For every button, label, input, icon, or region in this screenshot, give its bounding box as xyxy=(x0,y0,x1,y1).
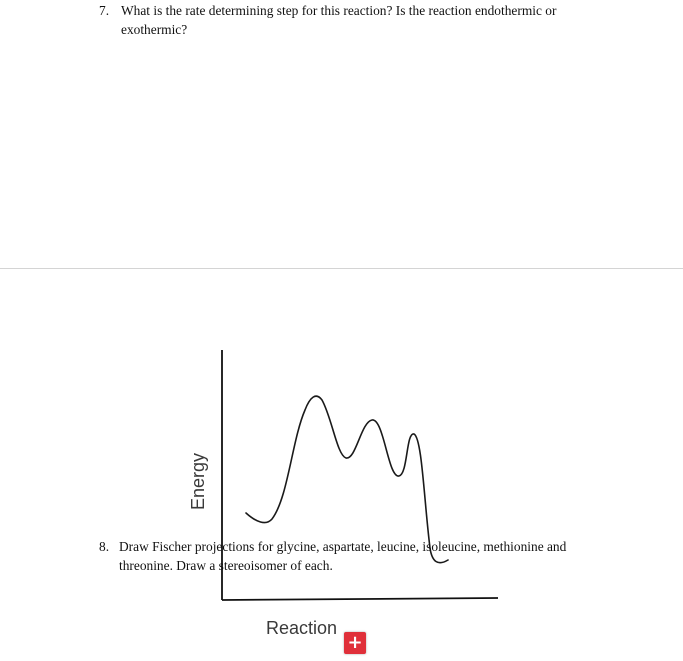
y-axis-label: Energy xyxy=(188,452,208,510)
question-7-number: 7. xyxy=(99,3,110,18)
question-8-number: 8. xyxy=(99,539,110,554)
question-8-text-line-1: Draw Fischer projections for glycine, aspartate, leucine, isoleucine, methionine and xyxy=(119,539,567,554)
x-axis-label: Reaction xyxy=(266,618,338,638)
question-7-text-line-2: exothermic? xyxy=(121,22,188,37)
x-axis xyxy=(222,598,498,600)
add-button[interactable]: + xyxy=(344,632,366,654)
question-8 xyxy=(99,538,599,578)
question-7-text-line-1: What is the rate determining step for this reaction? Is the reaction endothermic or xyxy=(121,3,557,18)
question-8-text-line-2: threonine. Draw a stereoisomer of each. xyxy=(119,558,333,573)
